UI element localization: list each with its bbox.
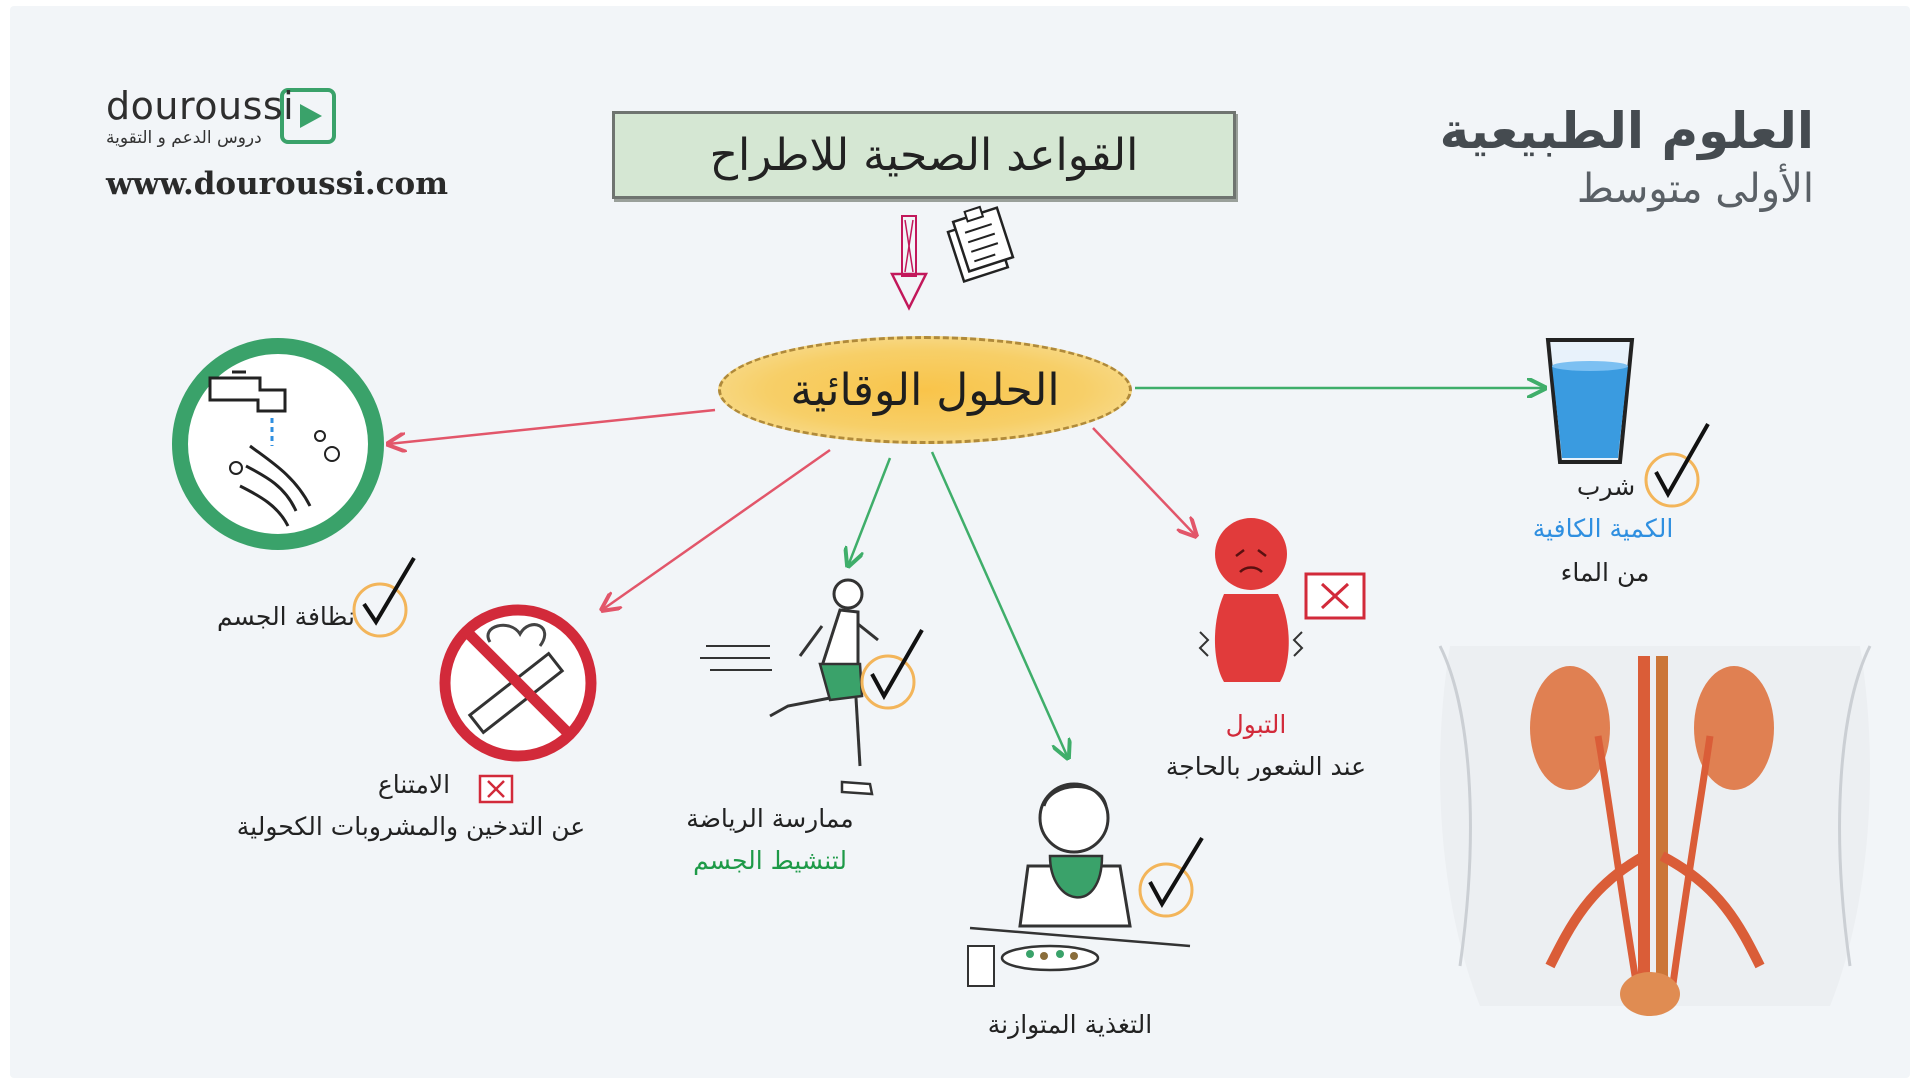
sport-label-line1: ممارسة الرياضة xyxy=(686,804,854,833)
urinary-system-image xyxy=(1440,646,1870,1016)
diagram-board xyxy=(10,6,1910,1078)
diagram-title: القواعد الصحية للاطراح xyxy=(709,129,1139,181)
runner-icon xyxy=(700,580,878,794)
subject-title: العلوم الطبيعية xyxy=(1439,102,1814,160)
smoking-label-line1: الامتناع xyxy=(377,770,451,799)
nutrition-label: التغذية المتوازنة xyxy=(987,1010,1153,1039)
brand-url[interactable]: www.douroussi.com xyxy=(106,166,448,202)
water-glass-icon xyxy=(1548,340,1632,462)
smoking-label-prefix: عن xyxy=(551,812,586,841)
arrow-to-nutrition xyxy=(932,452,1068,758)
water-label-line2: الكمية الكافية xyxy=(1532,514,1674,543)
arrow-to-hygiene xyxy=(388,410,715,444)
cross-box-icon xyxy=(1306,574,1364,618)
notes-icon xyxy=(944,202,1016,281)
child-eating-icon xyxy=(968,784,1190,986)
check-sport-icon xyxy=(862,630,922,708)
arrow-to-urination xyxy=(1093,428,1196,536)
brand-name: douroussi xyxy=(106,84,295,128)
small-cross-box-icon xyxy=(480,776,512,802)
urination-label-line2: عند الشعور بالحاجة xyxy=(1165,752,1367,781)
brand-tagline: دروس الدعم و التقوية xyxy=(106,128,262,148)
diagram-title-box xyxy=(612,111,1236,199)
no-smoking-icon xyxy=(445,610,591,756)
hygiene-label: نظافة الجسم xyxy=(216,602,356,631)
handwash-icon xyxy=(180,346,376,542)
arrow-to-smoking xyxy=(602,450,830,610)
level-title: الأولى متوسط xyxy=(1576,166,1814,212)
water-label-line3: من الماء xyxy=(1560,558,1650,587)
smoking-label-line2 xyxy=(216,812,606,841)
urgent-figure-icon xyxy=(1200,518,1302,682)
check-water-icon xyxy=(1646,424,1708,506)
check-nutrition-icon xyxy=(1140,838,1202,916)
center-node xyxy=(718,336,1132,444)
down-arrow-icon xyxy=(892,216,926,308)
urination-label-line1: التبول xyxy=(1225,710,1287,739)
center-node-label: الحلول الوقائية xyxy=(790,364,1060,416)
arrow-to-sport xyxy=(848,458,890,566)
water-label-line1: شرب xyxy=(1576,472,1636,501)
smoking-label-highlight: التدخين والمشروبات الكحولية xyxy=(236,812,544,841)
sport-label-line2: لتنشيط الجسم xyxy=(693,846,847,875)
